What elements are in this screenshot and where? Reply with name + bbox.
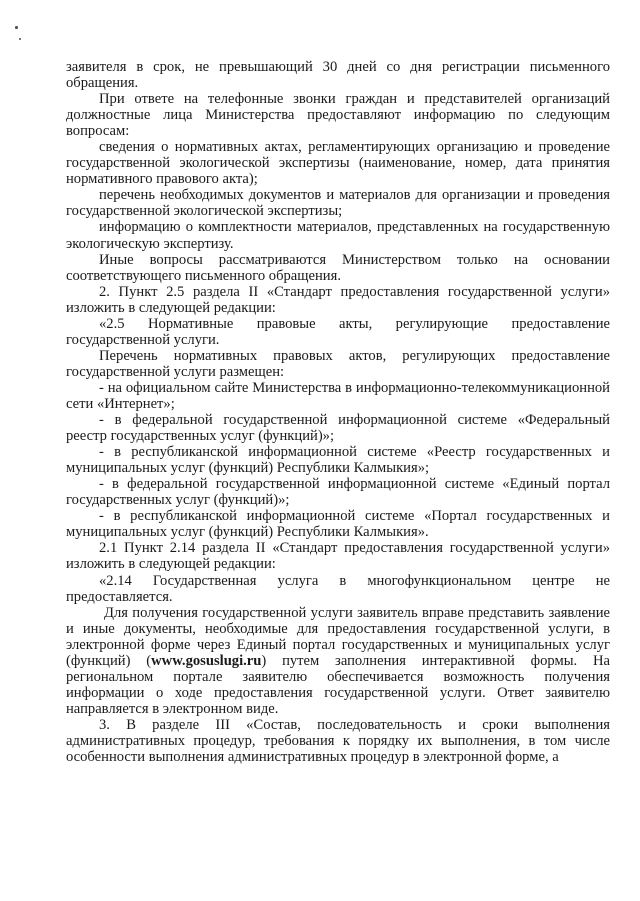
scan-speck	[15, 26, 18, 29]
paragraph-text: Для получения государственной услуги заявитель вправе представить заявление и иные документы, необходимые для предоставления государственной услуги, в электронной форме через Единый портал государственных и муниципальных услуг (функций) (	[66, 604, 610, 669]
paragraph: Иные вопросы рассматриваются Министерством только на основании соответствующего письменного обращения.	[66, 251, 610, 284]
list-item: - в федеральной государственной информационной системе «Единый портал государственных услуг (функций)»;	[66, 476, 610, 509]
portal-url: www.gosuslugi.ru	[151, 652, 262, 669]
paragraph	[66, 605, 610, 717]
paragraph: «2.5 Нормативные правовые акты, регулирующие предоставление государственной услуги.	[66, 315, 610, 348]
scan-speck	[19, 38, 21, 40]
paragraph: информацию о комплектности материалов, представленных на государственную экологическую экспертизу.	[66, 219, 610, 252]
paragraph: При ответе на телефонные звонки граждан и представителей организаций должностные лица Министерства предоставляют информацию по следующим вопросам:	[66, 91, 610, 140]
document-body	[66, 59, 610, 765]
paragraph: заявителя в срок, не превышающий 30 дней со дня регистрации письменного обращения.	[66, 59, 610, 92]
list-item: - в республиканской информационной системе «Портал государственных и муниципальных услуг (функций) Республики Калмыкия».	[66, 508, 610, 541]
paragraph: 2.1 Пункт 2.14 раздела II «Стандарт предоставления государственной услуги» изложить в следующей редакции:	[66, 540, 610, 573]
paragraph: сведения о нормативных актах, регламентирующих организацию и проведение государственной экологической экспертизы (наименование, номер, дата принятия нормативного правового акта);	[66, 139, 610, 188]
paragraph: 3. В разделе III «Состав, последовательность и сроки выполнения административных процедур, требования к порядку их выполнения, в том числе особенности выполнения административных процедур в электронной форме, а	[66, 716, 610, 766]
list-item: - в республиканской информационной системе «Реестр государственных и муниципальных услуг (функций) Республики Калмыкия»;	[66, 444, 610, 477]
paragraph: 2. Пункт 2.5 раздела II «Стандарт предоставления государственной услуги» изложить в следующей редакции:	[66, 283, 610, 316]
paragraph: «2.14 Государственная услуга в многофункциональном центре не предоставляется.	[66, 572, 610, 605]
paragraph: Перечень нормативных правовых актов, регулирующих предоставление государственной услуги размещен:	[66, 347, 610, 380]
list-item: - на официальном сайте Министерства в информационно-телекоммуникационной сети «Интернет»;	[66, 379, 610, 412]
paragraph: перечень необходимых документов и материалов для организации и проведения государственной экологической экспертизы;	[66, 187, 610, 220]
list-item: - в федеральной государственной информационной системе «Федеральный реестр государственных услуг (функций)»;	[66, 412, 610, 445]
paragraph-text: ) путем заполнения интерактивной формы. На региональном портале заявителю обеспечивается возможность получения информации о ходе предоставления государственной услуги. Ответ заявителю направляется в электронном виде.	[66, 652, 611, 717]
